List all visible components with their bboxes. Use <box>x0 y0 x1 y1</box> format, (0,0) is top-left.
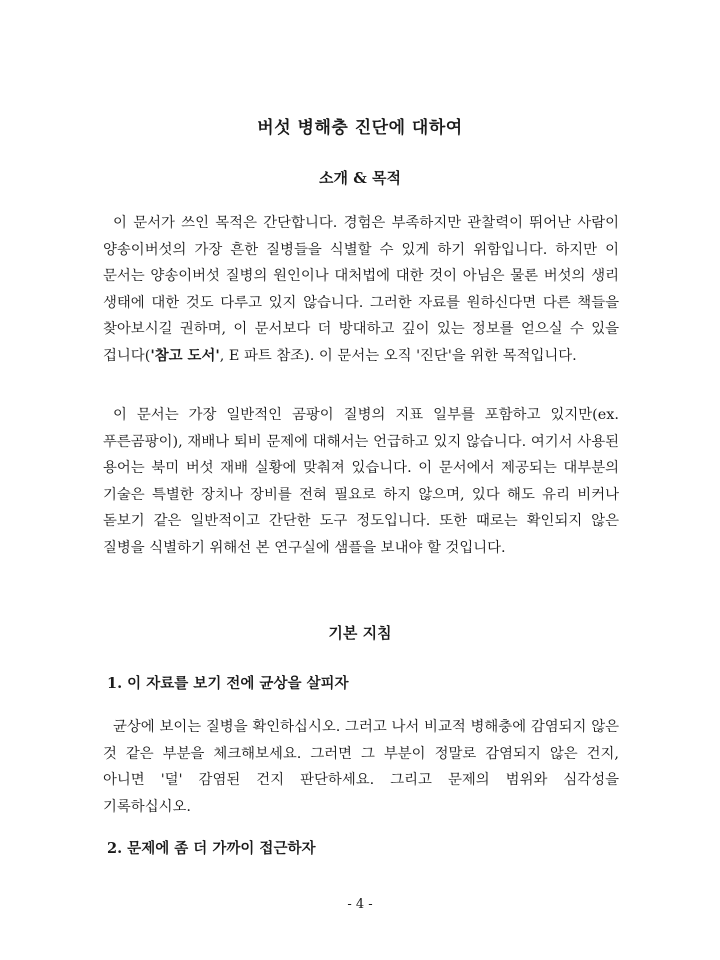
intro-paragraph-1 <box>103 210 619 369</box>
section-heading-basic: 기본 지침 <box>328 624 392 642</box>
page-number: - 4 - <box>347 897 373 912</box>
intro-paragraph-2-text: 이 문서는 가장 일반적인 곰팡이 질병의 지표 일부를 포함하고 있지만(ex. 푸른곰팡이), 재배나 퇴비 문제에 대해서는 언급하고 있지 않습니다. 여기서 사용된 용어는 북미 버섯 재배 실황에 맞춰져 있습니다. 이 문서에서 제공되는 대부분의 기술은 특별한 장치나 장비를 전혀 필요로 하지 않으며, 있다 해도 유리 비커나 돋보기 같은 일반적이고 간단한 도구 정도입니다. 또한 때로는 확인되지 않은 질병을 식별하기 위해선 본 연구실에 샘플을 보내야 할 것입니다. <box>103 407 619 556</box>
intro-paragraph-2 <box>103 402 619 561</box>
item-1-heading: 1. 이 자료를 보기 전에 균상을 살피자 <box>107 675 349 692</box>
item-1-paragraph <box>103 714 619 820</box>
item-2-heading: 2. 문제에 좀 더 가까이 접근하자 <box>107 840 316 857</box>
reference-books-label: '참고 도서' <box>150 346 220 364</box>
document-title: 버섯 병해충 진단에 대하여 <box>257 118 463 138</box>
intro-paragraph-1-text-a: 이 문서가 쓰인 목적은 간단합니다. 경험은 부족하지만 관찰력이 뛰어난 사람이 양송이버섯의 가장 흔한 질병들을 식별할 수 있게 하기 위함입니다. 하지만 이 문서는 양송이버섯 질병의 원인이나 대처법에 대한 것이 아님은 물론 버섯의 생리 생태에 대한 것도 다루고 있지 않습니다. 그러한 자료를 원하신다면 다른 책들을 찾아보시길 권하며, 이 문서보다 더 방대하고 깊이 있는 정보를 얻으실 수 있을 겁니다( <box>103 215 619 364</box>
section-heading-intro: 소개 & 목적 <box>319 169 401 187</box>
intro-paragraph-1-text-b: , E 파트 참조). 이 문서는 오직 '진단'을 위한 목적입니다. <box>219 347 577 364</box>
item-1-paragraph-text: 균상에 보이는 질병을 확인하십시오. 그러고 나서 비교적 병해충에 감염되지 않은 것 같은 부분을 체크해보세요. 그러면 그 부분이 정말로 감염되지 않은 건지, 아니면 '덜' 감염된 건지 판단하세요. 그리고 문제의 범위와 심각성을 기록하십시오. <box>103 719 619 815</box>
